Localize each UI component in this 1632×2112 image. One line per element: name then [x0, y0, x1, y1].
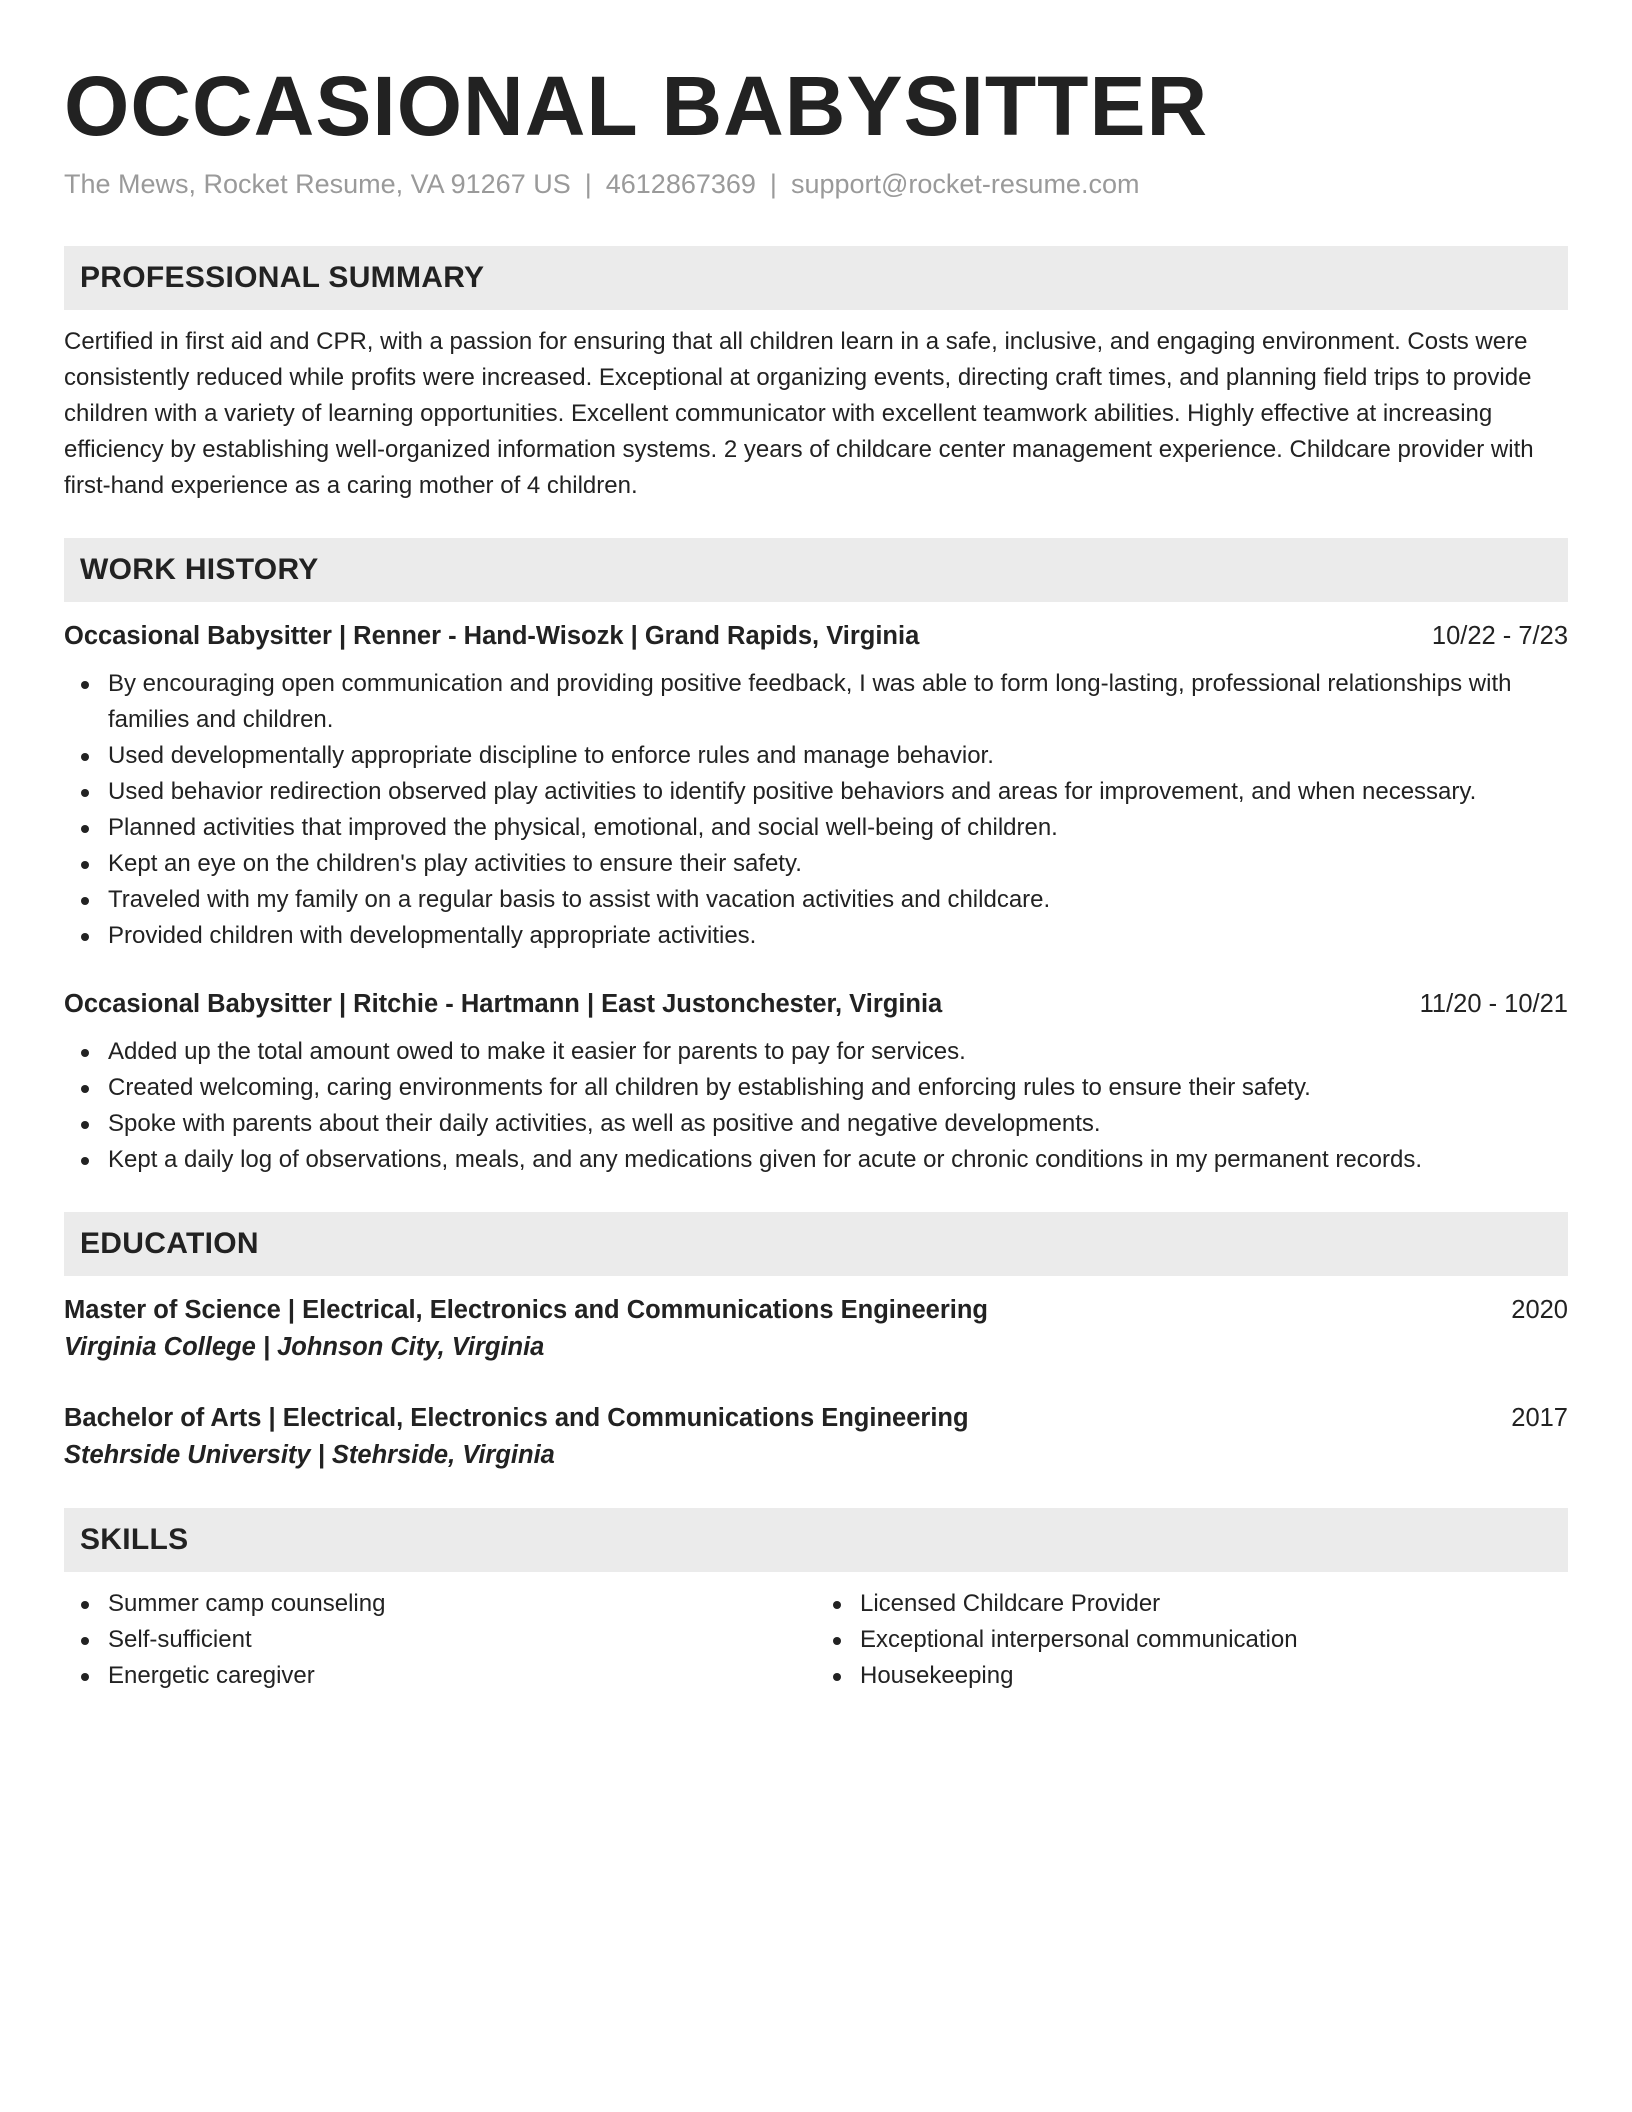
education-header [64, 1400, 1568, 1436]
job-entry [64, 986, 1568, 1178]
section-title: EDUCATION [80, 1227, 259, 1260]
job-header [64, 618, 1568, 654]
section-title: WORK HISTORY [80, 553, 319, 586]
skills-column-left [64, 1586, 816, 1694]
skill-item: Exceptional interpersonal communication [816, 1622, 1568, 1658]
job-bullets [64, 1034, 1568, 1178]
list-item: Kept an eye on the children's play activities to ensure their safety. [64, 846, 1568, 882]
resume-name: OCCASIONAL BABYSITTER [64, 59, 1209, 153]
skill-item: Housekeeping [816, 1658, 1568, 1694]
job-title: Occasional Babysitter | Renner - Hand-Wisozk | Grand Rapids, Virginia [64, 622, 920, 650]
job-bullets [64, 666, 1568, 954]
skill-item: Self-sufficient [64, 1622, 816, 1658]
summary-text: Certified in first aid and CPR, with a passion for ensuring that all children learn in a safe, inclusive, and engaging environment. Costs were consistently reduced while profits were increased. Exceptional at organizing events, directing craft times, and planning field trips to provide children with a variety of learning opportunities. Excellent communicator with excellent teamwork abilities. Highly effective at increasing efficiency by establishing well-organized information systems. 2 years of childcare center management experience. Childcare provider with first-hand experience as a caring mother of 4 children. [64, 328, 1534, 499]
contact-line [64, 166, 1568, 202]
skill-item: Summer camp counseling [64, 1586, 816, 1622]
job-dates: 11/20 - 10/21 [1419, 990, 1568, 1018]
section-header-summary [64, 246, 1568, 310]
contact-separator: | [584, 169, 592, 199]
section-header-work-history [64, 538, 1568, 602]
job-dates: 10/22 - 7/23 [1431, 622, 1568, 650]
job-entry [64, 618, 1568, 954]
job-title: Occasional Babysitter | Ritchie - Hartmann | East Justonchester, Virginia [64, 990, 943, 1018]
degree-title: Bachelor of Arts | Electrical, Electronics and Communications Engineering [64, 1404, 969, 1432]
section-title: PROFESSIONAL SUMMARY [80, 261, 485, 294]
education-header [64, 1292, 1568, 1328]
list-item: Used behavior redirection observed play activities to identify positive behaviors and areas for improvement, and when necessary. [64, 774, 1568, 810]
education-entry [64, 1292, 1568, 1366]
section-title: SKILLS [80, 1523, 189, 1556]
skills-grid [64, 1586, 1568, 1694]
list-item: Added up the total amount owed to make it easier for parents to pay for services. [64, 1034, 1568, 1070]
list-item: Spoke with parents about their daily activities, as well as positive and negative developments. [64, 1106, 1568, 1142]
list-item: By encouraging open communication and providing positive feedback, I was able to form long-lasting, professional relationships with families and children. [64, 666, 1568, 738]
section-header-skills [64, 1508, 1568, 1572]
skill-item: Licensed Childcare Provider [816, 1586, 1568, 1622]
contact-email: support@rocket-resume.com [790, 169, 1140, 199]
section-header-education [64, 1212, 1568, 1276]
list-item: Used developmentally appropriate discipline to enforce rules and manage behavior. [64, 738, 1568, 774]
education-entry [64, 1400, 1568, 1474]
job-header [64, 986, 1568, 1022]
contact-separator: | [769, 169, 777, 199]
school-name: Virginia College | Johnson City, Virginia [64, 1333, 545, 1361]
list-item: Provided children with developmentally appropriate activities. [64, 918, 1568, 954]
school-name: Stehrside University | Stehrside, Virginia [64, 1441, 555, 1469]
list-item: Created welcoming, caring environments for all children by establishing and enforcing rules to ensure their safety. [64, 1070, 1568, 1106]
skills-column-right [816, 1586, 1568, 1694]
list-item: Planned activities that improved the physical, emotional, and social well-being of children. [64, 810, 1568, 846]
degree-title: Master of Science | Electrical, Electronics and Communications Engineering [64, 1296, 988, 1324]
contact-phone: 4612867369 [605, 169, 756, 199]
skill-item: Energetic caregiver [64, 1658, 816, 1694]
contact-address: The Mews, Rocket Resume, VA 91267 US [64, 169, 571, 199]
graduation-year: 2020 [1511, 1296, 1568, 1324]
list-item: Kept a daily log of observations, meals, and any medications given for acute or chronic conditions in my permanent records. [64, 1142, 1568, 1178]
graduation-year: 2017 [1511, 1404, 1568, 1432]
list-item: Traveled with my family on a regular basis to assist with vacation activities and childcare. [64, 882, 1568, 918]
